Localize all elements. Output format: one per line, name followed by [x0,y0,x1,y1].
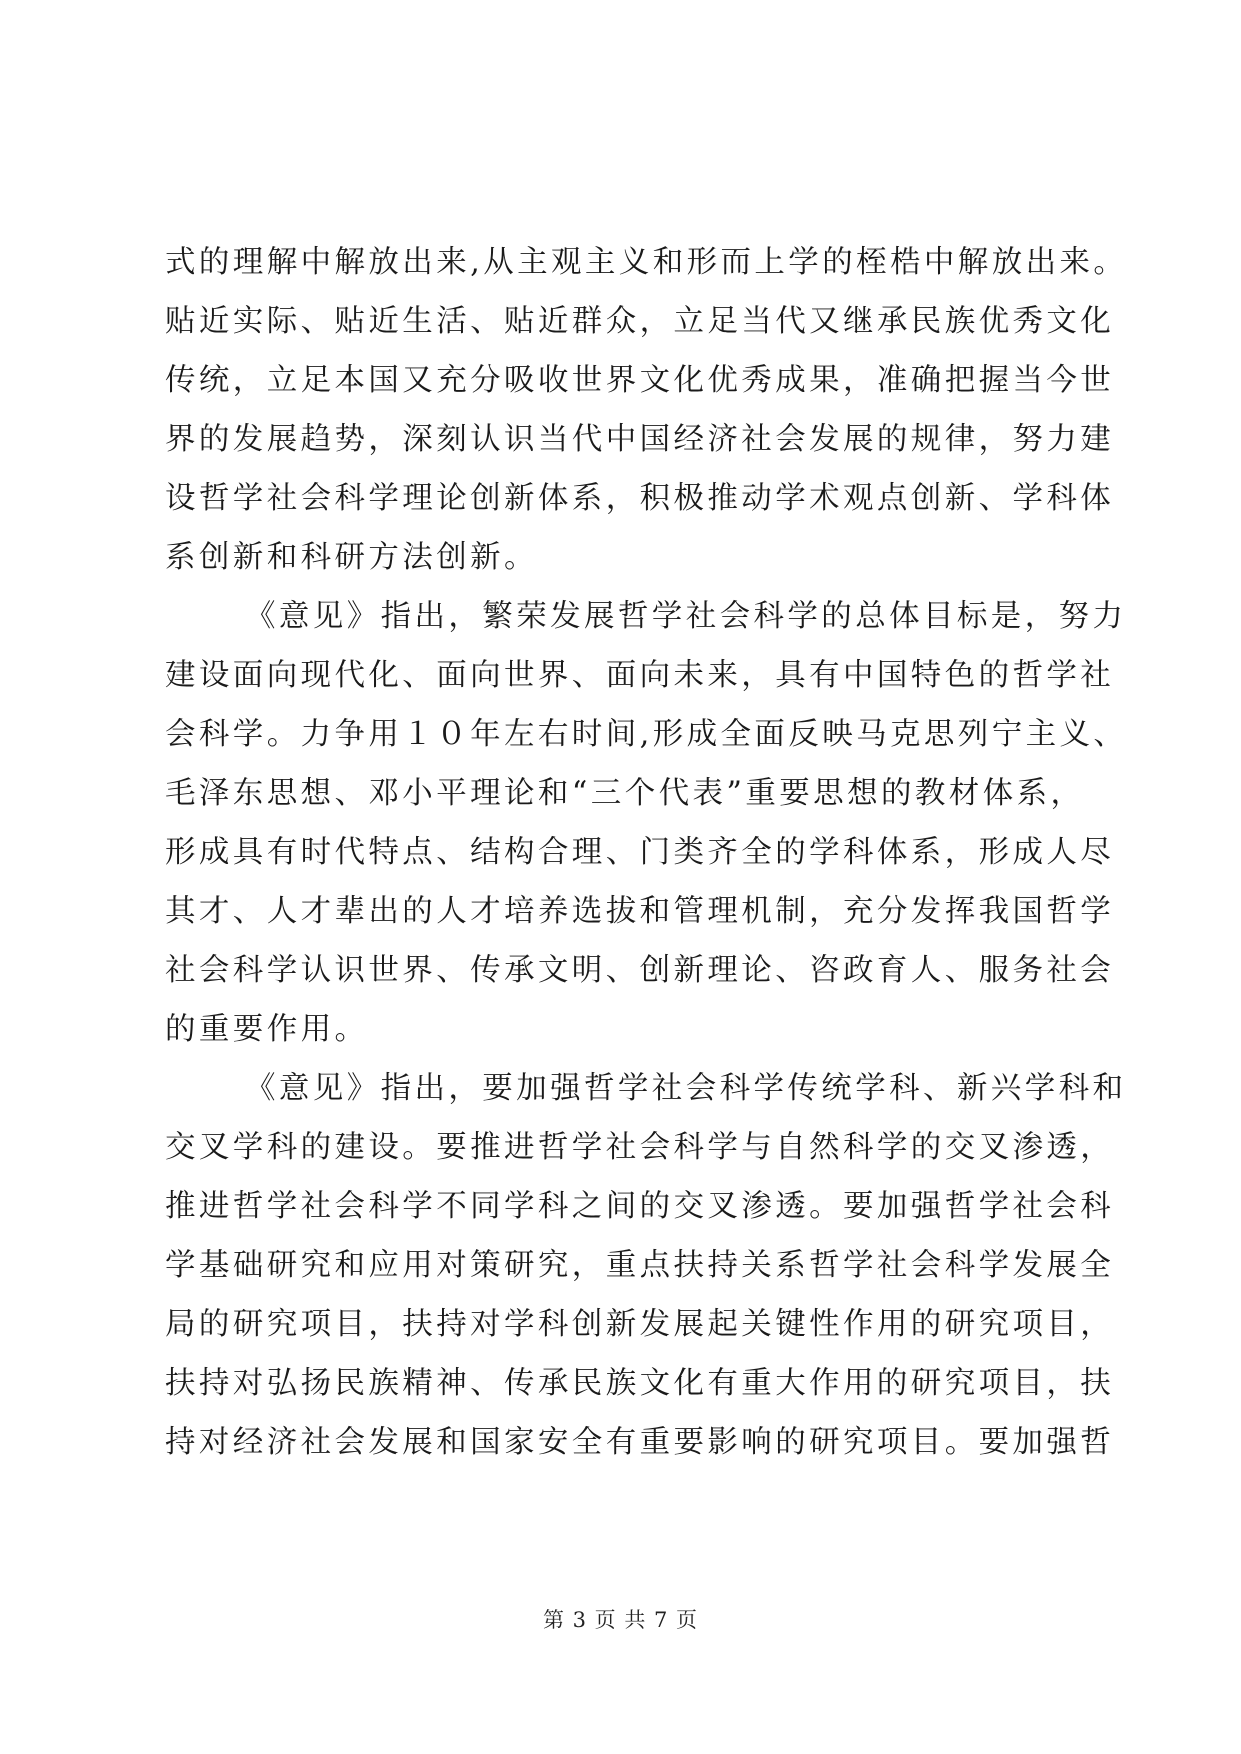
text-line: 系创新和科研方法创新。 [165,540,538,575]
text-line: 交叉学科的建设。要推进哲学社会科学与自然科学的交叉渗透， [165,1130,1115,1165]
text-line: 会科学。力争用１０年左右时间,形成全面反映马克思列宁主义、 [165,717,1128,752]
text-line: 形成具有时代特点、结构合理、门类齐全的学科体系，形成人尽 [165,835,1115,870]
text-line: 设哲学社会科学理论创新体系，积极推动学术观点创新、学科体 [165,481,1115,516]
text-line: 扶持对弘扬民族精神、传承民族文化有重大作用的研究项目，扶 [165,1366,1115,1401]
text-line: 的重要作用。 [165,1012,369,1047]
text-line: 持对经济社会发展和国家安全有重要影响的研究项目。要加强哲 [165,1425,1115,1460]
paragraph-first-line: 《意见》指出，繁荣发展哲学社会科学的总体目标是，努力 [245,599,1127,634]
text-line: 其才、人才辈出的人才培养选拔和管理机制，充分发挥我国哲学 [165,894,1115,929]
text-line: 界的发展趋势，深刻认识当代中国经济社会发展的规律，努力建 [165,422,1115,457]
page-footer: 第 3 页 共 7 页 [542,1608,699,1632]
text-line: 贴近实际、贴近生活、贴近群众，立足当代又继承民族优秀文化 [165,304,1115,339]
text-line: 社会科学认识世界、传承文明、创新理论、咨政育人、服务社会 [165,953,1115,988]
text-line: 式的理解中解放出来,从主观主义和形而上学的桎梏中解放出来。 [165,245,1128,280]
text-line: 局的研究项目，扶持对学科创新发展起关键性作用的研究项目， [165,1307,1115,1342]
paragraph-first-line: 《意见》指出，要加强哲学社会科学传统学科、新兴学科和 [245,1071,1127,1106]
text-line: 推进哲学社会科学不同学科之间的交叉渗透。要加强哲学社会科 [165,1189,1115,1224]
text-line: 建设面向现代化、面向世界、面向未来，具有中国特色的哲学社 [165,658,1115,693]
text-line: 学基础研究和应用对策研究，重点扶持关系哲学社会科学发展全 [165,1248,1115,1283]
body-text [165,233,1128,1472]
text-line: 毛泽东思想、邓小平理论和“三个代表”重要思想的教材体系， [165,776,1085,811]
text-line: 传统，立足本国又充分吸收世界文化优秀成果，准确把握当今世 [165,363,1115,398]
